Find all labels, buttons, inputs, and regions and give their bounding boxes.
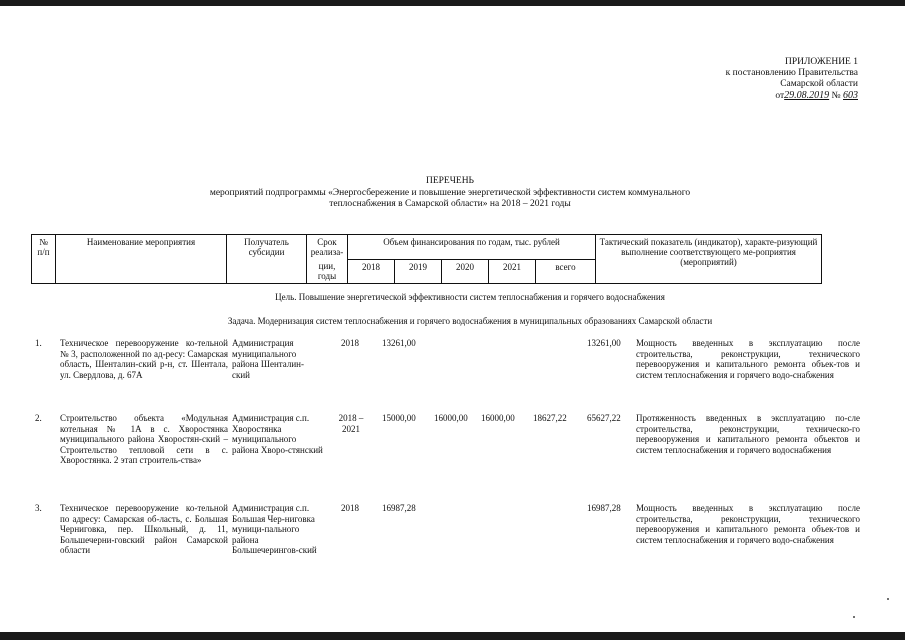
row-2018: 13261,00 <box>382 338 416 348</box>
row-indicator: Мощность введенных в эксплуатацию после строительства, реконструкции, технического перевооружения и капитального ремонта объек-тов и систем теплоснабжения и горячего водо-снабжения <box>636 503 860 545</box>
row-term: 2018 – 2021 <box>338 413 364 434</box>
table-header <box>31 234 822 284</box>
header-year-2018: 2018 <box>348 259 395 284</box>
task-line: Задача. Модернизация систем теплоснабжения и горячего водоснабжения в муниципальных образованиях Самарской области <box>227 316 713 326</box>
date-prefix: от <box>775 91 785 101</box>
row-number: 1. <box>35 338 42 348</box>
appendix-region-line: Самарской области <box>780 79 858 89</box>
appendix-title: ПРИЛОЖЕНИЕ 1 <box>784 57 858 67</box>
row-2021: 18627,22 <box>533 413 567 423</box>
header-term-bottom: ции, годы <box>307 259 348 284</box>
row-total: 16987,28 <box>587 503 621 513</box>
header-name: Наименование мероприятия <box>56 235 227 284</box>
scan-speck <box>887 598 889 600</box>
row-recipient: Администрация с.п. Хворостянка муниципального района Хворо-стянский <box>232 413 323 455</box>
row-term: 2018 <box>341 503 359 513</box>
scan-top-edge <box>0 0 905 6</box>
row-recipient: Администрация муниципального района Шенталин-ский <box>232 338 304 380</box>
row-name: Техническое перевооружение ко-тельной по адресу: Самарская об-ласть, с. Большая Черниговка, пер. Школьный, д. 11, Большечерни-говский район Самарской области <box>60 503 228 555</box>
row-term: 2018 <box>341 338 359 348</box>
date-handwritten: 29.08.2019 <box>784 90 830 101</box>
header-total: всего <box>536 259 596 284</box>
row-name: Техническое перевооружение ко-тельной № 3, расположенной по ад-ресу: Самарская область, Шенталин-ский р-н, ст. Шентала, ул. Свердлова, д. 67А <box>60 338 228 380</box>
header-year-2019: 2019 <box>395 259 442 284</box>
appendix-date-line <box>650 90 858 102</box>
row-name: Строительство объекта «Модульная котельная № 1А в с. Хворостянка муниципального района Хворостян-ский – Строительство тепловой сети в с. Хворостянка. 2 этап строитель-ства» <box>60 413 228 465</box>
row-recipient: Администрация с.п. Большая Чер-ниговка муници-пального района Большечерингов-ский <box>232 503 317 555</box>
appendix-block <box>650 57 858 102</box>
row-2019: 16000,00 <box>434 413 468 423</box>
row-2020: 16000,00 <box>481 413 515 423</box>
row-total: 65627,22 <box>587 413 621 423</box>
scan-bottom-edge <box>0 632 905 640</box>
row-2018: 16987,28 <box>382 503 416 513</box>
header-term-top: Срок реализа- <box>307 235 348 260</box>
row-number: 3. <box>35 503 42 513</box>
row-number: 2. <box>35 413 42 423</box>
row-indicator: Протяженность введенных в эксплуатацию по-сле строительства, реконструкции, техническо-го перевооружения и капитального ремонта объектов и систем теплоснабжения и горячего водоснабжения <box>636 413 860 455</box>
goal-line: Цель. Повышение энергетической эффективности систем теплоснабжения и горячего водоснабжения <box>275 292 665 302</box>
header-year-2021: 2021 <box>489 259 536 284</box>
header-funding: Объем финансирования по годам, тыс. рублей <box>348 235 596 260</box>
scan-speck <box>853 616 855 618</box>
appendix-resolution-line: к постановлению Правительства <box>725 68 858 78</box>
document-subtitle-line1: мероприятий подпрограммы «Энергосбережение и повышение энергетической эффективности систем коммунального <box>209 188 691 198</box>
header-recipient: Получатель субсидии <box>227 235 307 284</box>
document-subtitle-line2: теплоснабжения в Самарской области» на 2018 – 2021 годы <box>329 199 571 209</box>
row-2018: 15000,00 <box>382 413 416 423</box>
header-number: № п/п <box>32 235 56 284</box>
header-year-2020: 2020 <box>442 259 489 284</box>
number-prefix: № <box>831 91 841 101</box>
row-indicator: Мощность введенных в эксплуатацию после строительства, реконструкции, технического перевооружения и капитального ремонта объек-тов и систем теплоснабжения и горячего водо-снабжения <box>636 338 860 380</box>
row-total: 13261,00 <box>587 338 621 348</box>
header-indicator: Тактический показатель (индикатор), характе-ризующий выполнение соответствующего ме-роприятия (мероприятий) <box>596 235 822 284</box>
document-title: ПЕРЕЧЕНЬ <box>425 176 475 186</box>
number-handwritten: 603 <box>843 90 858 101</box>
